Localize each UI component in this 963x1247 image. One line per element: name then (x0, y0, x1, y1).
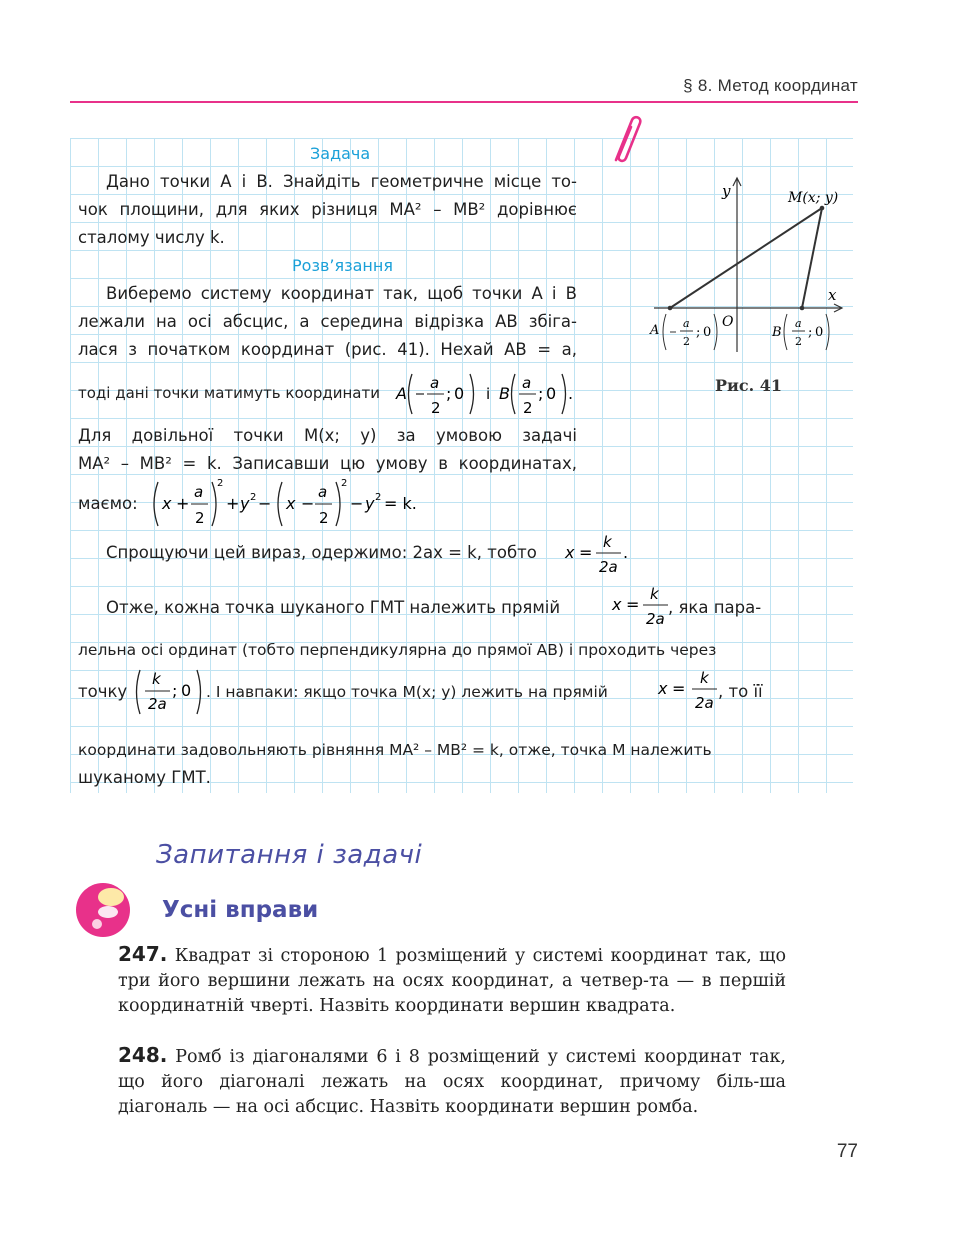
point-word: точку (78, 682, 128, 701)
therefore-line-1-end: , яка пара- (668, 598, 762, 617)
solution-line-3: лася з початком координат (рис. 41). Нехай AB = a, (78, 340, 577, 359)
svg-text:−: − (350, 494, 364, 513)
point-a-label: A (396, 384, 407, 403)
svg-text:2a: 2a (148, 695, 167, 713)
svg-text:0: 0 (181, 681, 192, 700)
problem-title: Задача (310, 144, 371, 163)
svg-text:2: 2 (217, 478, 224, 489)
task-number: 248. (118, 1043, 168, 1067)
svg-text:a: a (795, 317, 802, 330)
svg-text:2: 2 (319, 509, 329, 527)
task-number: 247. (118, 942, 168, 966)
paperclip-icon (606, 112, 646, 172)
frac-a-num: a (430, 374, 440, 392)
solution-line-2: лежали на осі абсцис, а середина відрізка AB збіга- (78, 312, 577, 331)
svg-text:k: k (152, 670, 161, 688)
svg-text:y: y (240, 494, 250, 513)
frac-b-num: a (522, 374, 532, 392)
figure-41-diagram (640, 170, 852, 360)
solution-line-1: Виберемо систему координат так, щоб точки A і B (106, 284, 577, 303)
svg-text:2: 2 (683, 335, 690, 348)
segment-am (670, 208, 822, 308)
svg-text:=: = (626, 595, 640, 614)
svg-text:=: = (579, 543, 593, 562)
svg-text:2: 2 (341, 478, 348, 489)
speech-bubble-icon (75, 882, 133, 940)
simplify-line: Спрощуючи цей вираз, одержимо: 2ax = k, тобто (106, 543, 537, 562)
point-m-label: M(x; y) (788, 190, 839, 206)
svg-text:2: 2 (250, 492, 257, 503)
page-number: 77 (836, 1141, 858, 1162)
svg-text:x: x (286, 494, 296, 513)
frac-a-den: 2 (431, 399, 441, 417)
segment-mb (802, 208, 822, 308)
zero-a: 0 (454, 384, 465, 403)
semicolon-a: ; (446, 384, 452, 403)
svg-text:2: 2 (375, 492, 382, 503)
svg-text:a: a (683, 317, 690, 330)
task-text: Квадрат зі стороною 1 розміщений у системі координат так, що три його вершини лежать на осях координат, а четвер-та — в першій координатній чверті. Назвіть координати вершин квадрата. (118, 946, 786, 1016)
semicolon-b: ; (538, 384, 544, 403)
svg-text:2a: 2a (695, 694, 714, 712)
svg-text:;: ; (808, 325, 813, 340)
svg-text:x: x (162, 494, 172, 513)
svg-text:+: + (226, 494, 240, 513)
section-title: Запитання і задачі (156, 840, 423, 870)
svg-text:2a: 2a (599, 558, 618, 576)
axis-y-label: y (722, 182, 731, 200)
point-line-end: , то її (718, 682, 763, 701)
svg-text:0: 0 (703, 325, 712, 340)
points-formula (392, 366, 582, 422)
svg-text:k: k (700, 669, 709, 687)
frac-b-den: 2 (523, 399, 533, 417)
zero-b: 0 (546, 384, 557, 403)
svg-text:−: − (301, 494, 315, 513)
x-equals-k-over-2a-3 (656, 666, 720, 714)
svg-text:k: k (603, 533, 612, 551)
svg-text:+: + (176, 494, 190, 513)
svg-text:=: = (672, 679, 686, 698)
task-248 (118, 1043, 786, 1120)
therefore-line-1: Отже, кожна точка шуканого ГМТ належить прямій (106, 598, 561, 617)
statement-line-2: чок площини, для яких різниця MA² – MB² дорівнює (78, 200, 577, 219)
origin-label: O (722, 314, 734, 330)
oral-exercises-title: Усні вправи (162, 897, 319, 923)
statement-line-3: сталому числу k. (78, 228, 225, 247)
axis-x-label: x (828, 286, 837, 304)
solution-title: Розв’язання (292, 256, 393, 275)
svg-text:;: ; (172, 681, 178, 700)
coords-line: координати задовольняють рівняння MA² – MB² = k, отже, точка M належить (78, 741, 712, 759)
point-b-label: B (499, 384, 510, 403)
svg-text:.: . (568, 384, 574, 403)
arbitrary-line-1: Для довільної точки M(x; y) за умовою задачі (78, 426, 577, 445)
point-k-over-2a (130, 664, 212, 720)
svg-text:x: x (658, 679, 668, 698)
svg-text:k: k (650, 585, 659, 603)
svg-text:a: a (194, 483, 204, 501)
svg-text:2: 2 (795, 335, 802, 348)
fig-point-a: A (650, 323, 660, 338)
svg-text:0: 0 (815, 325, 824, 340)
arbitrary-line-2: MA² – MB² = k. Записавши цю умову в координатах, (78, 454, 577, 473)
svg-text:−: − (258, 494, 272, 513)
header-rule (70, 101, 858, 103)
x-equals-k-over-2a (563, 530, 633, 578)
svg-text:y: y (365, 494, 375, 513)
svg-text:= k.: = k. (384, 494, 417, 513)
task-247 (118, 942, 786, 1019)
svg-text:.: . (623, 543, 629, 562)
svg-text:x: x (565, 543, 575, 562)
gmt-line: шуканому ГМТ. (78, 768, 211, 787)
x-equals-k-over-2a-2 (610, 582, 672, 630)
fig-point-b: B (772, 325, 782, 340)
therefore-line-2: лельна осі ординат (тобто перпендикулярна до прямої AB) і проходить через (78, 641, 717, 659)
point-line-rest: . І навпаки: якщо точка M(x; y) лежить на прямій (206, 683, 608, 701)
svg-text:2: 2 (195, 509, 205, 527)
distance-equation (146, 474, 436, 532)
svg-text:x: x (612, 595, 622, 614)
points-line-text: тоді дані точки матимуть координати (78, 384, 380, 402)
svg-text:a: a (318, 483, 328, 501)
running-header: § 8. Метод координат (683, 76, 858, 95)
and-word: і (486, 385, 491, 403)
task-text: Ромб із діагоналями 6 і 8 розміщений у системі координат так, що його діагоналі лежать на осях координат, причому біль-ша діагональ — на осі абсцис. Назвіть координати вершин ромба. (118, 1047, 786, 1117)
figure-caption: Рис. 41 (715, 376, 783, 395)
statement-line-1: Дано точки A і B. Знайдіть геометричне місце то- (106, 172, 577, 191)
svg-text:2a: 2a (646, 610, 665, 628)
have-word: маємо: (78, 494, 138, 513)
svg-text:;: ; (696, 325, 701, 340)
